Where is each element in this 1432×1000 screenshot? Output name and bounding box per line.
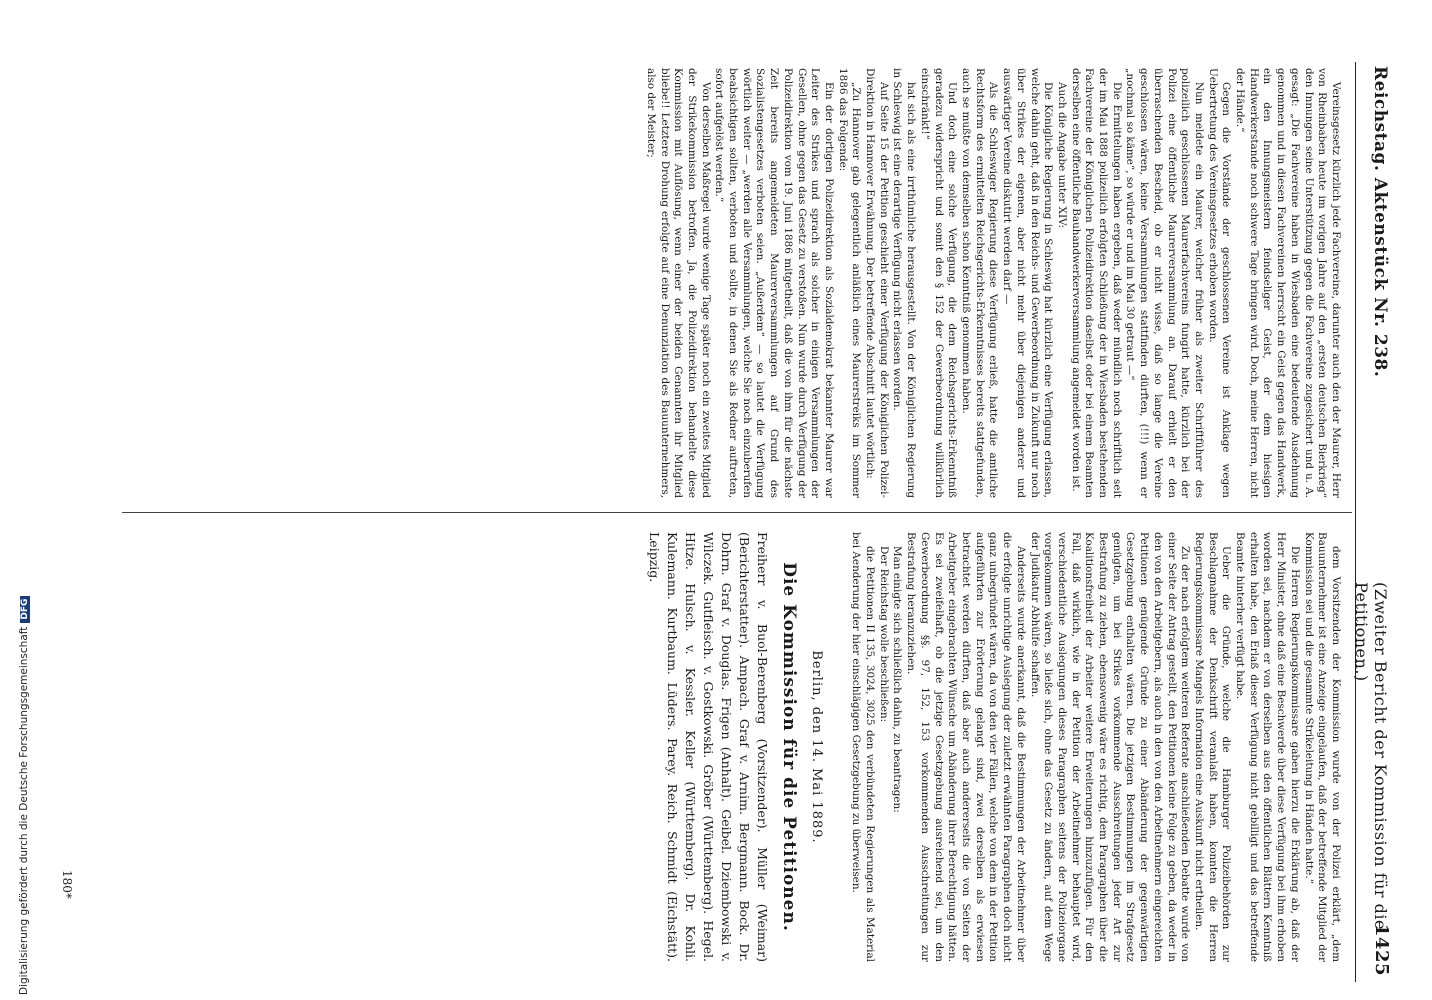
date-line: Berlin, den 14. Mai 1889. <box>808 650 824 844</box>
left-paragraph: Und doch eine solche Verfügung, die dem Reichsgerichts-Erkenntniß geradezu widerspricht und somit den § 152 der Gewerbeordnung willkürlich einschränkt!“ <box>918 68 959 498</box>
dfg-logo-icon: DFG <box>20 596 30 623</box>
column-divider <box>122 512 1352 513</box>
left-paragraph: Die Ermittelungen haben ergeben, daß weder mündlich noch schriftlich seit der im Mai 1888 polizeilich erfolgten Schließung der in Wiesbaden bestehenden Fachvereine der Königlichen Polizeidirektion daselbst oder bei einem Beamten derselben eine öffentliche Bauhandwerkerversammlung angemeldet worden ist. <box>1069 68 1123 498</box>
left-paragraph: hat sich als eine irrthümliche herausgestellt. Von der Königlichen Regierung in Schleswig ist eine derartige Verfügung nicht erlassen worden. <box>891 68 918 498</box>
right-paragraph: Anderseits wurde anerkannt, daß die Bestimmungen der Arbeitnehmer über die erfolgte unrichtige Auslegung der zuletzt erwähnten Paragraphen doch nicht ganz unbegründet wären, da von den vier Fällen, welche von dem in der Petition aufgeführten zur Erörterung gelangt sind, zwei derselben als erwiesen betrachtet werden dürften, daß aber auch andererseits die von Seiten der Arbeitgeber eingebrachten Wünsche um Abänderung ihrer Berechtigung hätten. Es sei zweifelhaft, ob die jetzige Gesetzgebung ausreichend sei, um den Gewerbeordnung §§. 97, 152, 153 vorkommenden Ausschreitungen zur Bestrafung heranzuziehen. <box>905 532 1027 962</box>
left-column <box>122 68 1342 498</box>
right-column-paragraphs <box>849 532 1342 962</box>
signature-title: Die Kommission für die Petitionen. <box>778 562 799 932</box>
left-paragraph: „Zu Hannover gab gelegentlich anläßlich eines Maurerstreiks im Sommer 1886 das Folgende: <box>836 68 863 498</box>
page-header <box>1352 62 1400 982</box>
footer-page-number: 180* <box>60 870 74 899</box>
credit-text: Digitalisierung gefördert durch die Deutsche Forschungsgemeinschaft <box>18 626 30 995</box>
header-title: Reichstag. Aktenstück Nr. 238. <box>1370 66 1390 378</box>
header-page-number: 1425 <box>1371 923 1392 976</box>
right-paragraph: Der Reichstag wolle beschließen: <box>877 546 890 723</box>
left-paragraph: Gegen die Vorstände der geschlossenen Vereine ist Anklage wegen Uebertretung des Vereinsgesetzes erhoben worden. <box>1206 68 1233 498</box>
left-paragraph: Von derselben Maßregel wurde wenige Tage später noch ein zweites Mitglied der Strikekommission betroffen. Ja, die Polizeidirektion behandelte diese Kommission mit Auflösung, wenn einer der beiden Genannten ihr Mitglied bliebe!! Letztere Drohung erfolgte auf eine Denunziation des Bauunternehmers, also der Meister; <box>644 68 712 498</box>
left-paragraph: Die Königliche Regierung in Schleswig hat kürzlich eine Verfügung erlassen, welche dahin geht, daß in den Reichs- und Gewerbeordnung in Zukunft nur noch über Strikes der eigenen, aber nicht mehr über diejenigen anderer und auswärtiger Vereine diskutirt werden darf — <box>1001 68 1055 498</box>
right-column <box>122 532 1342 962</box>
rotated-document-page <box>110 62 1400 982</box>
signatories: Freiherr v. Buol-Berenberg (Vorsitzender). Müller (Weimar) (Berichterstatter). Ampach. Graf v. Arnim. Bergmann. Bock. Dr. Dohrn. Graf v. Douglas. Frigen (Anhalt). Geibel. Dziembowski v. Wilczek. Gutfleisch. v. Gostkowski. Gröber (Württemberg). Hegel. Hitze. Hulsch. v. Kessler. Keller (Württemberg). Dr. Kohli. Kulemann. Kurtbaum. Lüders. Parey. Reich. Schmidt (Eichstätt). Leipzig. <box>647 532 771 962</box>
right-paragraph: Man einigte sich schließlich dahin, zu beantragen: <box>891 546 904 813</box>
left-paragraph: Auch die Angabe unter XIV: <box>1055 82 1068 229</box>
left-paragraph: Ein der dortigen Polizeidirektion als Sozialdemokrat bekannter Maurer war Leiter des Strikes und sprach als solcher in einigen Versammlungen der Gesellen, ohne gegen das Gesetz zu verstoßen. Nun wurde durch Verfügung der Polizeidirektion vom 19. Juni 1886 mitgetheilt, daß die von ihm für die nächste Zeit bereits angemeldeten Maurerversammlungen auf Grund des Sozialistengesetzes verboten seien. „Außerdem“ — so lautet die Verfügung wörtlich weiter — „werden alle Versammlungen, welche Sie noch einzuberufen beabsichtigen sollten, verboten und sollte, in denen Sie als Redner auftreten, sofort aufgelöst werden.“ <box>713 68 835 498</box>
left-paragraph: Als die Schleswiger Regierung diese Verfügung erließ, hatte die amtliche Rechtsform des ermittelten Reichsgerichts-Erkenntnisses bereits stattgefunden, auch se mußte von demselben schon Kenntniß genommen haben. <box>960 68 1000 498</box>
left-paragraph: Vereinsgesetz kürzlich jede Fachvereine, darunter auch den der Maurer, Herr von Rheinbaben heute im vorigen Jahre auf den „ersten deutschen Bierkrieg“ den Innungen seine Unterstützung gegen die Fachvereine zugesichert und u. A. gesagt: „Die Fachvereine haben in Wiesbaden eine bedeutende Ausdehnung genommen und in diesen Fachvereinen herrscht ein Geist gegen das Handwerk, ein den Innungsmeistern feindseliger Geist, der dem hiesigen Handwerkerstande noch schwere Tage bringen wird. Doch, meine Herren, nicht der Hände.“ <box>1234 68 1342 498</box>
right-paragraph: Ueber die Gründe, welche die Hamburger Polizeibehörden zur Beschlagnahme der Denkschrift veranlaßt haben, konnten die Herren Regierungskommissare Mangels Information eine Auskunft nicht ertheilen. <box>1192 532 1233 962</box>
right-paragraph: Zu der nach erfolgtem weiteren Referate anschließenden Debatte wurde von einer Seite der Antrag gestellt, den Petitionen keine Folge zu geben, da weder in den von den Arbeitgebern, als auch in den von den Arbeitnehmern eingereichten Petitionen genügende Gründe zu einer Abänderung der gegenwärtigen Gesetzgebung enthalten wären. Die jetzigen Bestimmungen im Strafgesetz genügten, um bei Strikes vorkommende Ausschreitungen jeder Art zur Bestrafung zu ziehen, ebensowenig wäre es richtig, dem Paragraphen über die Koalitionsfreiheit der Arbeiter weitere Erweiterungen hinzuzufügen. Für den Fall, daß wirklich, wie in der Petition der Arbeitnehmer behauptet wird, verschiedentliche Auslegungen dieses Paragraphen seitens der Polizeiorgane vorgekommen wären, so ließe sich, ohne das Gesetz zu ändern, auf dem Wege der Judikatur Abhülfe schaffen. <box>1028 532 1192 962</box>
digitization-credit <box>18 5 30 995</box>
right-paragraph: Die Herren Regierungskommissare gaben hierzu die Erklärung ab, daß der Herr Minister, ohne daß eine Beschwerde über diese Verfügung bei ihm erhoben worden sei, nachdem er von derselben aus den öffentlichen Blättern Kenntniß erhalten habe, den Erlaß dieser Verfügung nicht gebilligt und das betreffende Beamte hinterher verfügt habe. <box>1234 532 1301 962</box>
left-paragraph: Nun meldete ein Maurer, welcher früher als zweiter Schriftführer des polizeilich geschlossenen Maurerfachvereins fungirt hatte, kürzlich bei der Polizei eine öffentliche Maurerversammlung an. Darauf erhielt er den überraschenden Bescheid, ob er nicht wisse, daß so lange die Vereine geschlossen wären, keine Versammlungen stattfinden dürften, (!!!) wenn er „nochmal so käme“, so würde er und im Mai 30 getraut —“ <box>1124 68 1205 498</box>
right-paragraph: die Petitionen II 135, 3024, 3025 den verbündeten Regierungen als Material bei Aenderung der hier einschlägigen Gesetzgebung zu überweisen. <box>850 532 877 962</box>
header-subtitle: (Zweiter Bericht der Kommission für die Petitionen.) <box>1352 582 1390 930</box>
left-paragraph: Auf Seite 15 der Petition geschieht einer Verfügung der Königlichen Polizei-Direktion in Hannover Erwähnung. Der betreffende Abschnitt lautet wörtlich: <box>864 68 890 498</box>
right-paragraph: dem Vorsitzenden der Kommission wurde von der Polizei erklärt, „dem Bauunternehmer ist eine Anzeige eingelaufen, daß der betreffende Mitglied der Kommission sei und die gesammte Strikeleitung in Händen hatte.“ <box>1302 532 1342 962</box>
